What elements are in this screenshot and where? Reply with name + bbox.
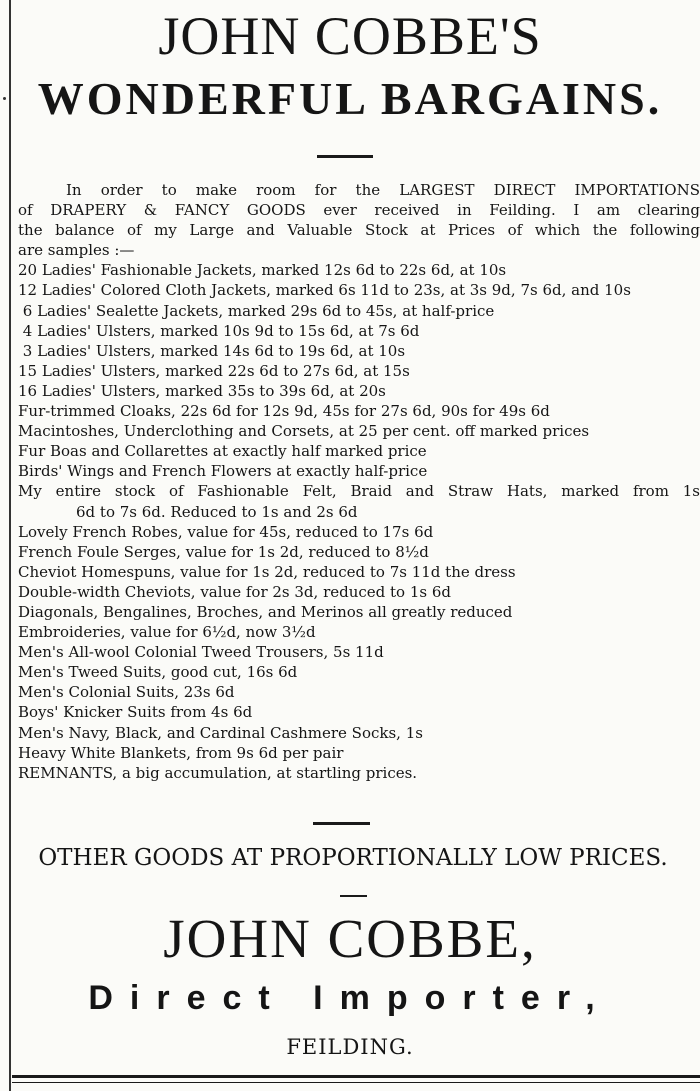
list-item: Embroideries, value for 6½d, now 3½d <box>18 623 316 642</box>
list-item: 3 Ladies' Ulsters, marked 14s 6d to 19s 6d, at 10s <box>18 341 406 360</box>
intro-line: In order to make room for the LARGEST DIRECT IMPORTATIONS <box>66 181 700 199</box>
list-item: French Foule Serges, value for 1s 2d, reduced to 8½d <box>18 542 429 561</box>
list-item: 15 Ladies' Ulsters, marked 22s 6d to 27s 6d, at 15s <box>18 361 410 380</box>
bottom-rule-thin <box>12 1082 700 1083</box>
list-item: Lovely French Robes, value for 45s, reduced to 17s 6d <box>18 522 434 541</box>
list-item: Men's All-wool Colonial Tweed Trousers, 5s 11d <box>18 643 384 662</box>
merchant-town: FEILDING. <box>286 1035 414 1059</box>
other-goods-banner: OTHER GOODS AT PROPORTIONALLY LOW PRICES. <box>38 845 668 871</box>
list-item: Men's Navy, Black, and Cardinal Cashmere Socks, 1s <box>18 723 423 742</box>
bottom-rule <box>12 1075 700 1078</box>
list-item: Heavy White Blankets, from 9s 6d per pair <box>18 743 344 762</box>
list-item: 20 Ladies' Fashionable Jackets, marked 12s 6d to 22s 6d, at 10s <box>18 261 507 280</box>
list-item: Macintoshes, Underclothing and Corsets, at 25 per cent. off marked prices <box>18 422 590 441</box>
list-item: REMNANTS, a big accumulation, at startling prices. <box>18 763 418 782</box>
list-item: Birds' Wings and French Flowers at exactly half-price <box>18 462 428 481</box>
list-item-continued: 6d to 7s 6d. Reduced to 1s and 2s 6d <box>76 502 358 521</box>
list-item: Boys' Knicker Suits from 4s 6d <box>18 703 253 722</box>
merchant-name: JOHN COBBE, <box>163 908 537 969</box>
list-item: 6 Ladies' Sealette Jackets, marked 29s 6d to 45s, at half-price <box>18 301 495 320</box>
list-item: Double-width Cheviots, value for 2s 3d, reduced to 1s 6d <box>18 582 452 601</box>
list-item: Cheviot Homespuns, value for 1s 2d, reduced to 7s 11d the dress <box>18 562 516 581</box>
list-item: 16 Ladies' Ulsters, marked 35s to 39s 6d, at 20s <box>18 381 386 400</box>
separator-top <box>317 155 373 158</box>
list-item: Fur Boas and Collarettes at exactly half marked price <box>18 442 427 461</box>
list-item: Men's Tweed Suits, good cut, 16s 6d <box>18 663 298 682</box>
intro-line: the balance of my Large and Valuable Stock at Prices of which the following <box>18 221 700 240</box>
merchant-role: Direct Importer, <box>88 979 612 1017</box>
list-item: Fur-trimmed Cloaks, 22s 6d for 12s 9d, 45s for 27s 6d, 90s for 49s 6d <box>18 402 550 421</box>
separator-middle <box>313 822 370 825</box>
intro-line: of DRAPERY & FANCY GOODS ever received in Feilding. I am clearing <box>18 201 700 220</box>
separator-short <box>340 895 367 897</box>
advert-body <box>18 180 700 783</box>
list-item: 4 Ladies' Ulsters, marked 10s 9d to 15s 6d, at 7s 6d <box>18 321 420 340</box>
list-item: 12 Ladies' Colored Cloth Jackets, marked 6s 11d to 23s, at 3s 9d, 7s 6d, and 10s <box>18 281 631 300</box>
advert-subtitle: WONDERFUL BARGAINS. <box>37 73 663 124</box>
list-item: My entire stock of Fashionable Felt, Braid and Straw Hats, marked from 1s <box>18 482 700 501</box>
intro-line: are samples :— <box>18 241 135 260</box>
list-item: Diagonals, Bengalines, Broches, and Merinos all greatly reduced <box>18 602 513 621</box>
list-item: Men's Colonial Suits, 23s 6d <box>18 683 235 702</box>
advert-title: JOHN COBBE'S <box>158 6 542 66</box>
